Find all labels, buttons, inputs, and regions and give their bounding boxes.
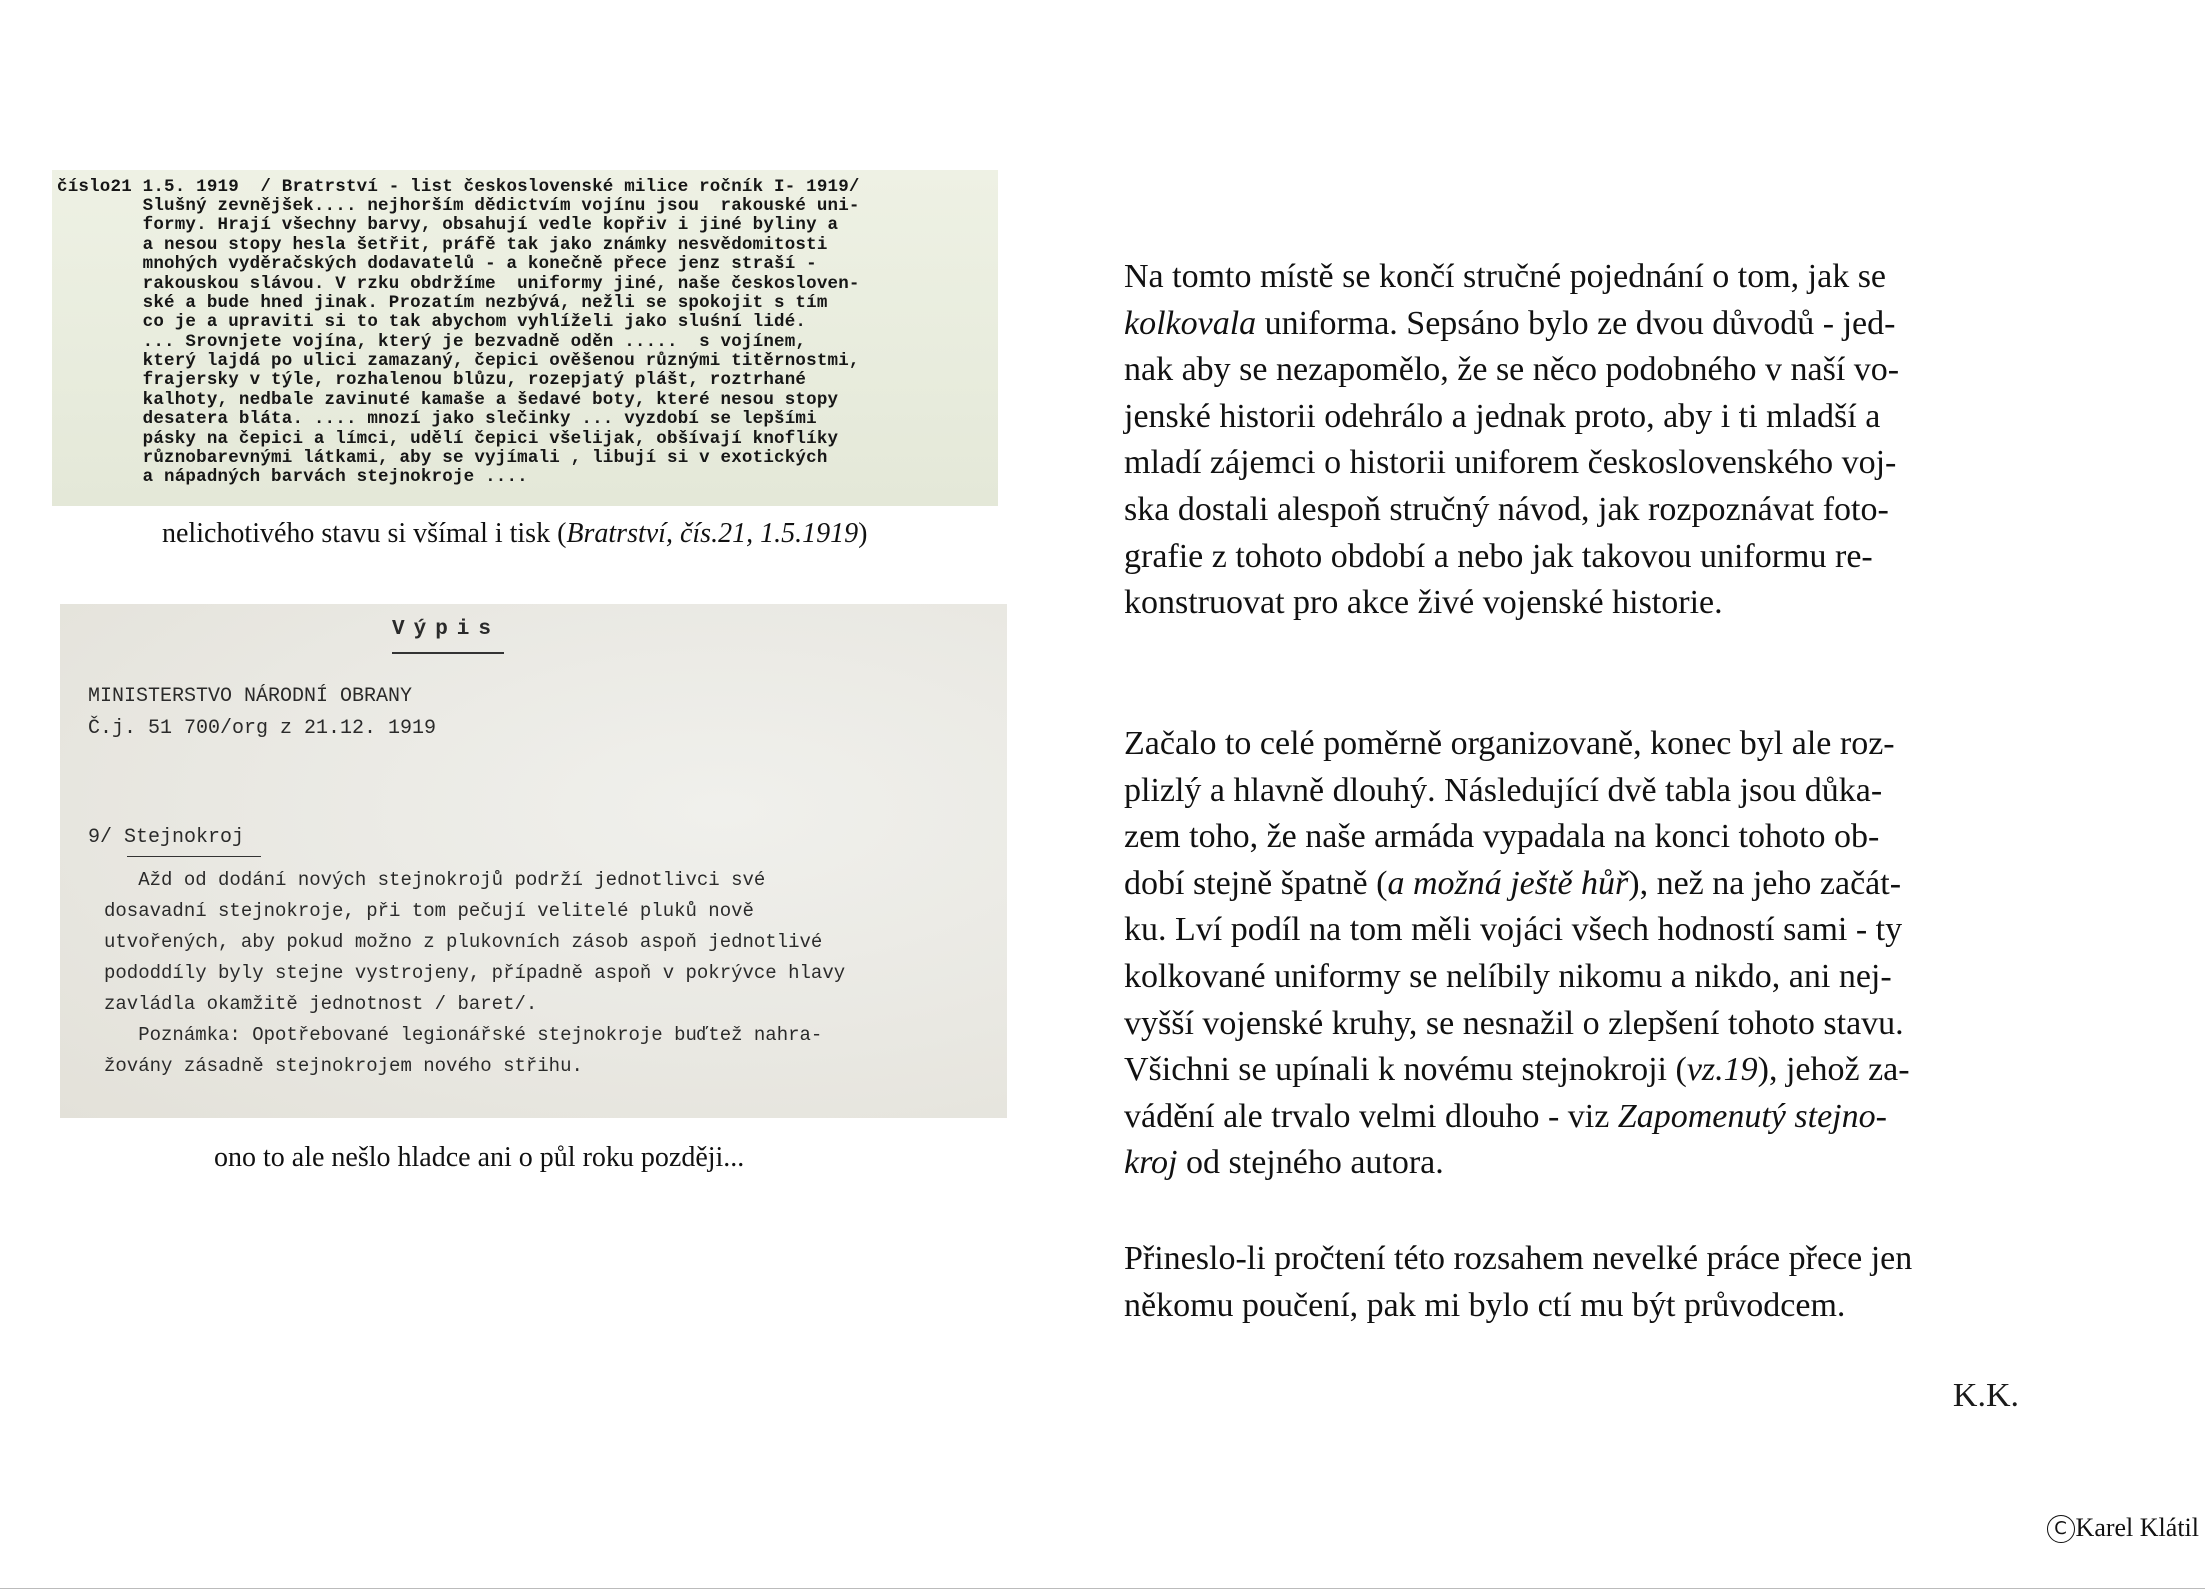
text-line: nak aby se nezapomělo, že se něco podobného v naší vo- (1124, 351, 1900, 389)
clipping-line: různobarevnými látkami, aby se vyjímali , libují si v exotických (57, 448, 828, 468)
excerpt-line: žovány zásadně stejnokrojem nového střihu. (104, 1055, 583, 1077)
signature: K.K. (1952, 1377, 2019, 1414)
clipping-line: pásky na čepici a límci, udělí čepici všelijak, obšívají knoflíky (57, 429, 839, 449)
text-span: dobí stejně špatně ( (1124, 864, 1388, 902)
paragraph-1 (1124, 254, 2034, 627)
ministry-excerpt-scan (60, 604, 1007, 1118)
clipping-caption (162, 518, 867, 550)
clipping-line: rakouskou slávou. V rzku obdržíme uniformy jiné, naše českosloven- (57, 274, 860, 294)
text-line (1124, 861, 2034, 908)
clipping-line: a nápadných barvách stejnokroje .... (57, 467, 528, 487)
text-line: mladí zájemci o historii uniforem československého voj- (1124, 444, 1897, 482)
clipping-line: ské a bude hned jinak. Prozatím nezbývá, nežli se spokojit s tím (57, 293, 828, 313)
italic-model: vz.19 (1686, 1051, 1758, 1089)
text-line: grafie z tohoto období a nebo jak takovou uniformu re- (1124, 537, 1873, 575)
section-underline (127, 856, 261, 857)
text-line (1124, 1047, 2034, 1094)
excerpt-line: zavládla okamžitě jednotnost / baret/. (104, 993, 538, 1015)
text-span: vádění ale trvalo velmi dlouho - viz (1124, 1097, 1618, 1135)
text-line (1124, 301, 2034, 348)
text-span: ), jehož za- (1757, 1051, 1910, 1089)
excerpt-line: Poznámka: Opotřebované legionářské stejnokroje buďtež nahra- (104, 1024, 823, 1046)
text-line (1124, 1140, 2034, 1187)
newspaper-clipping-scan (52, 170, 998, 506)
excerpt-line: dosavadní stejnokroje, při tom pečují velitelé pluků nově (104, 900, 754, 922)
clipping-line: co je a upraviti si to tak abychom vyhlíželi jako sluśní lidé. (57, 312, 807, 332)
text-line: zem toho, že naše armáda vypadala na konci tohoto ob- (1124, 818, 1880, 856)
caption-text: nelichotivého stavu si všímal i tisk ( (162, 518, 567, 549)
clipping-line: kalhoty, nedbale zavinuté kamaše a šedavé boty, které nesou stopy (57, 390, 839, 410)
clipping-line: desatera bláta. .... mnozí jako slečinky ... vyzdobí se lepšími (57, 409, 817, 429)
text-span: od stejného autora. (1177, 1144, 1444, 1182)
caption-text: ) (858, 518, 868, 549)
clipping-line: ... Srovnjete vojína, který je bezvadně oděn ..... s vojínem, (57, 332, 807, 352)
text-line: plizlý a hlavně dlouhý. Následující dvě tabla jsou důka- (1124, 771, 1883, 809)
text-line: Začalo to celé poměrně organizovaně, konec byl ale roz- (1124, 725, 1895, 762)
clipping-line: mnohých vyděračských dodavatelů - a konečně přece jenz straší - (57, 254, 817, 274)
excerpt-line: pododdíly byly stejne vystrojeny, případně aspoň v pokrývce hlavy (104, 962, 846, 984)
caption-source: Bratrství, čís.21, 1.5.1919 (566, 518, 859, 549)
italic-term: kolkovala (1124, 304, 1257, 342)
paragraph-2 (1124, 721, 2034, 1187)
text-line: konstruovat pro akce živé vojenské historie. (1124, 584, 1723, 622)
text-span: Všichni se upínali k novému stejnokroji ( (1124, 1051, 1687, 1089)
reference-number: Č.j. 51 700/org z 21.12. 1919 (88, 717, 437, 740)
text-line: kolkované uniformy se nelíbily nikomu a nikdo, ani nej- (1124, 957, 1892, 995)
title-underline (392, 652, 504, 654)
section-heading: 9/ Stejnokroj (88, 826, 245, 849)
excerpt-caption: ono to ale nešlo hladce ani o půl roku později... (214, 1142, 745, 1173)
italic-title: kroj (1124, 1144, 1178, 1182)
copyright-icon: C (2047, 1515, 2075, 1543)
excerpt-line: Ažd od dodání nových stejnokrojů podrží jednotlivci své (104, 869, 766, 891)
excerpt-title: Výpis (392, 618, 501, 641)
italic-title: Zapomenutý stejno- (1617, 1097, 1887, 1135)
copyright-name: Karel Klátil (2075, 1513, 2199, 1542)
clipping-line: Slušný zevnějšek.... nejhorším dědictvím vojínu jsou rakouské uni- (57, 196, 860, 216)
text-line: Přineslo-li pročtení této rozsahem nevelké práce přece jen (1124, 1240, 1913, 1277)
text-line: Na tomto místě se končí stručné pojednání o tom, jak se (1124, 258, 1887, 295)
clipping-line: formy. Hrají všechny barvy, obsahují vedle kopřiv i jiné byliny a (57, 215, 839, 235)
text-line: ska dostali alespoň stručný návod, jak rozpoznávat foto- (1124, 490, 1889, 528)
text-line: vyšší vojenské kruhy, se nesnažil o zlepšení tohoto stavu. (1124, 1004, 1904, 1042)
clipping-line: který lajdá po ulici zamazaný, čepici ověšenou různými titěrnostmi, (57, 351, 860, 371)
text-line (1124, 1094, 2034, 1141)
text-span: ), než na jeho začát- (1628, 864, 1902, 902)
text-line: někomu poučení, pak mi bylo ctí mu být průvodcem. (1124, 1286, 1846, 1324)
paragraph-3 (1124, 1236, 2034, 1329)
excerpt-line: utvořených, aby pokud možno z plukovních zásob aspoň jednotlivé (104, 931, 823, 953)
clipping-line: číslo21 1.5. 1919 / Bratrství - list československé milice ročník I- 1919/ (57, 177, 860, 197)
clipping-line: a nesou stopy hesla šetřit, práfě tak jako známky nesvědomitosti (57, 235, 828, 255)
clipping-line: frajersky v týle, rozhalenou blůzu, rozepjatý plášt, roztrhané (57, 370, 807, 390)
ministry-name: MINISTERSTVO NÁRODNÍ OBRANY (88, 685, 413, 708)
copyright-notice (2047, 1513, 2199, 1543)
text-span: uniforma. Sepsáno bylo ze dvou důvodů - jed- (1256, 304, 1896, 342)
text-line: jenské historii odehrálo a jednak proto, aby i ti mladší a (1124, 397, 1881, 435)
italic-aside: a možná ještě hůř (1387, 864, 1629, 902)
text-line: ku. Lví podíl na tom měli vojáci všech hodností sami - ty (1124, 911, 1903, 949)
